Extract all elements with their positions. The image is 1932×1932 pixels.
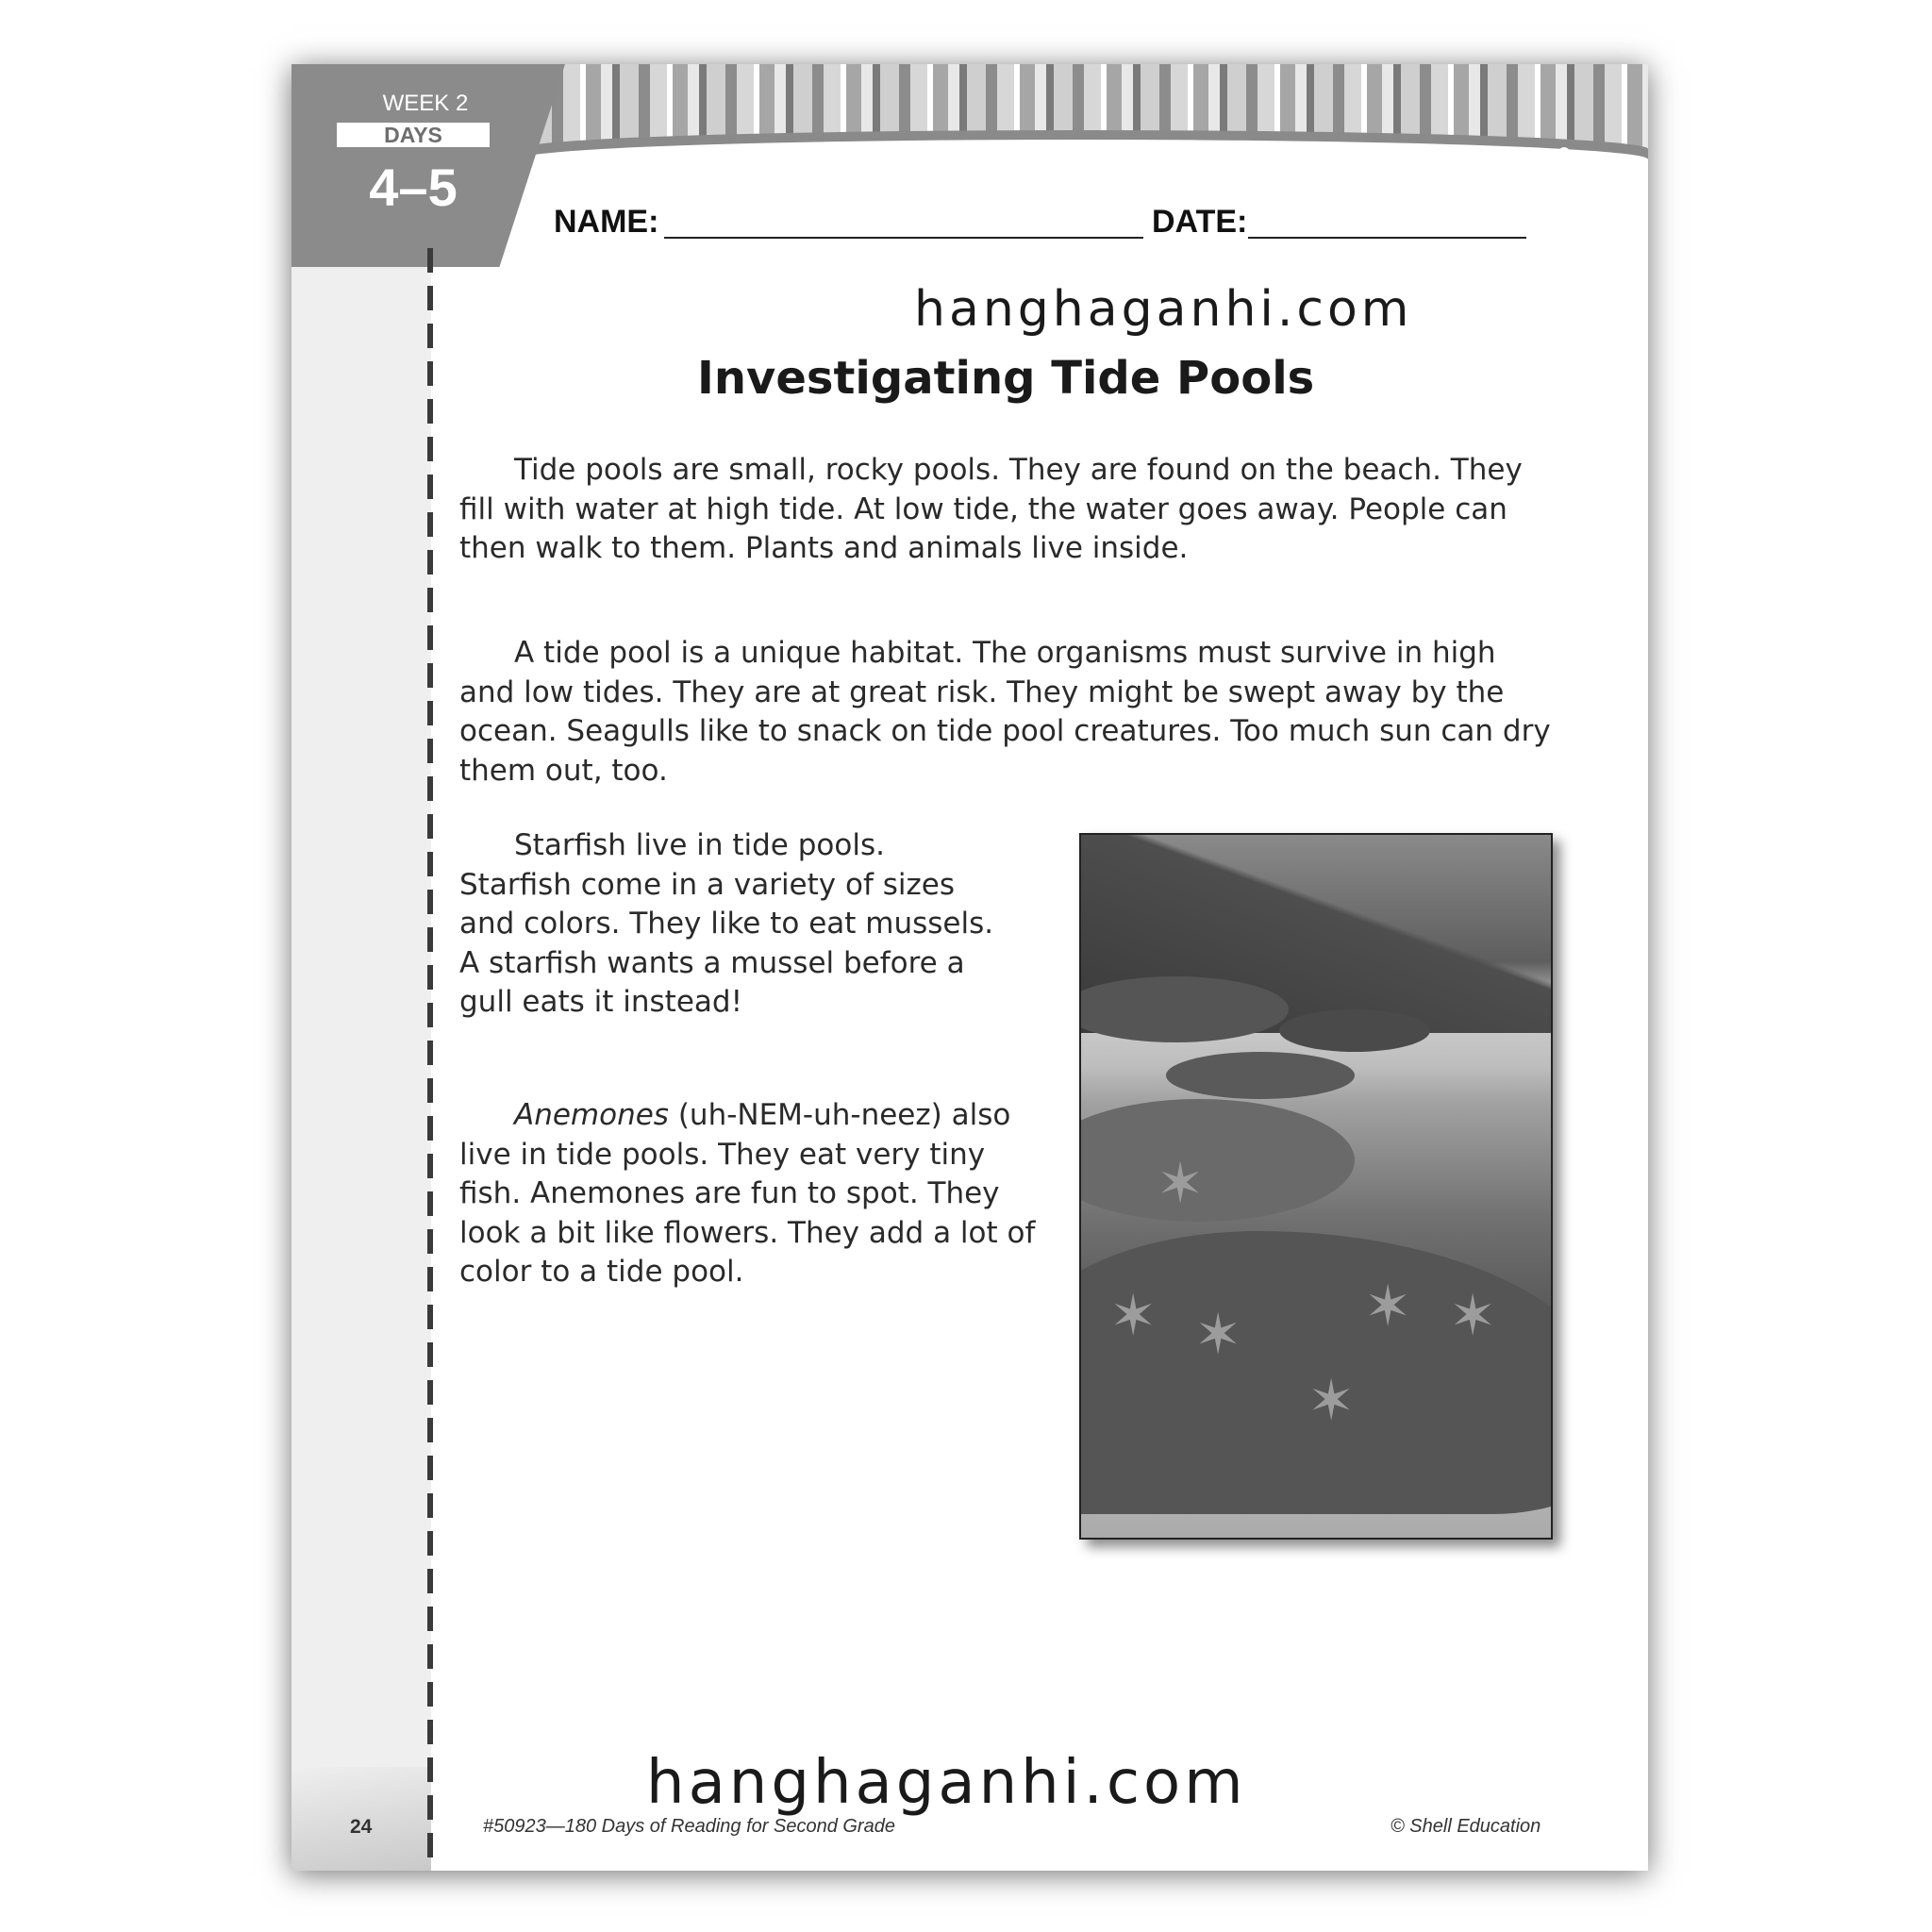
week-label: WEEK 2 [382, 91, 469, 116]
left-margin-strip [291, 64, 431, 1871]
name-label: NAME: [554, 204, 659, 240]
paragraph-3 [459, 826, 1002, 1023]
watermark-top: hanghaganhi.com [914, 281, 1413, 338]
paragraph-1 [459, 451, 1554, 569]
tide-pool-photo [1079, 833, 1553, 1540]
page-number: 24 [350, 1816, 373, 1838]
paragraph-4 [459, 1096, 1054, 1292]
starfish-icon: ✶ [1109, 1283, 1158, 1349]
rock [1079, 1099, 1355, 1222]
starfish-icon: ✶ [1194, 1302, 1242, 1368]
starfish-icon: ✶ [1307, 1368, 1356, 1434]
name-field-line[interactable] [664, 237, 1143, 239]
worksheet-page [291, 64, 1648, 1871]
starfish-icon: ✶ [1364, 1274, 1412, 1340]
watermark-bottom: hanghaganhi.com [646, 1748, 1247, 1818]
banner-dot [1558, 147, 1570, 158]
days-label: DAYS [337, 123, 490, 147]
banner-dot [1384, 147, 1395, 158]
date-field-line[interactable] [1248, 237, 1526, 239]
paragraph-4-text: (uh-NEM-uh-neez) also live in tide pools. They eat very tiny fish. Anemones are fun to spot. They look a bit like flowers. They add a lot of color to a tide pool. [459, 1098, 1036, 1289]
date-label: DATE: [1152, 204, 1248, 240]
banner-dot [1471, 147, 1482, 158]
page-title: Investigating Tide Pools [697, 352, 1315, 405]
paragraph-2-text: A tide pool is a unique habitat. The organisms must survive in high and low tides. They are at great risk. They might be swept away by the ocean. Seagulls like to snack on tide pool creatures. Too much sun can dry them out, too. [459, 636, 1551, 788]
banner-dot [1426, 147, 1438, 158]
rock [1166, 1052, 1355, 1099]
paragraph-3-text: Starfish live in tide pools. Starfish come in a variety of sizes and colors. They like to eat mussels. A starfish wants a mussel before a gull eats it instead! [459, 828, 994, 1019]
day-range: 4–5 [369, 158, 458, 217]
book-title: #50923—180 Days of Reading for Second Grade [483, 1816, 895, 1837]
anemones-term: Anemones [514, 1098, 669, 1132]
copyright: © Shell Education [1391, 1816, 1541, 1837]
banner-dot [1345, 147, 1357, 158]
banner-dot [1516, 147, 1527, 158]
paragraph-1-text: Tide pools are small, rocky pools. They are found on the beach. They fill with water at high tide. At low tide, the water goes away. People can then walk to them. Plants and animals live inside. [459, 453, 1523, 565]
starfish-icon: ✶ [1157, 1151, 1205, 1217]
starfish-icon: ✶ [1449, 1283, 1497, 1349]
paragraph-2 [459, 634, 1554, 791]
dashed-divider [427, 248, 433, 1871]
rock [1279, 1009, 1430, 1052]
